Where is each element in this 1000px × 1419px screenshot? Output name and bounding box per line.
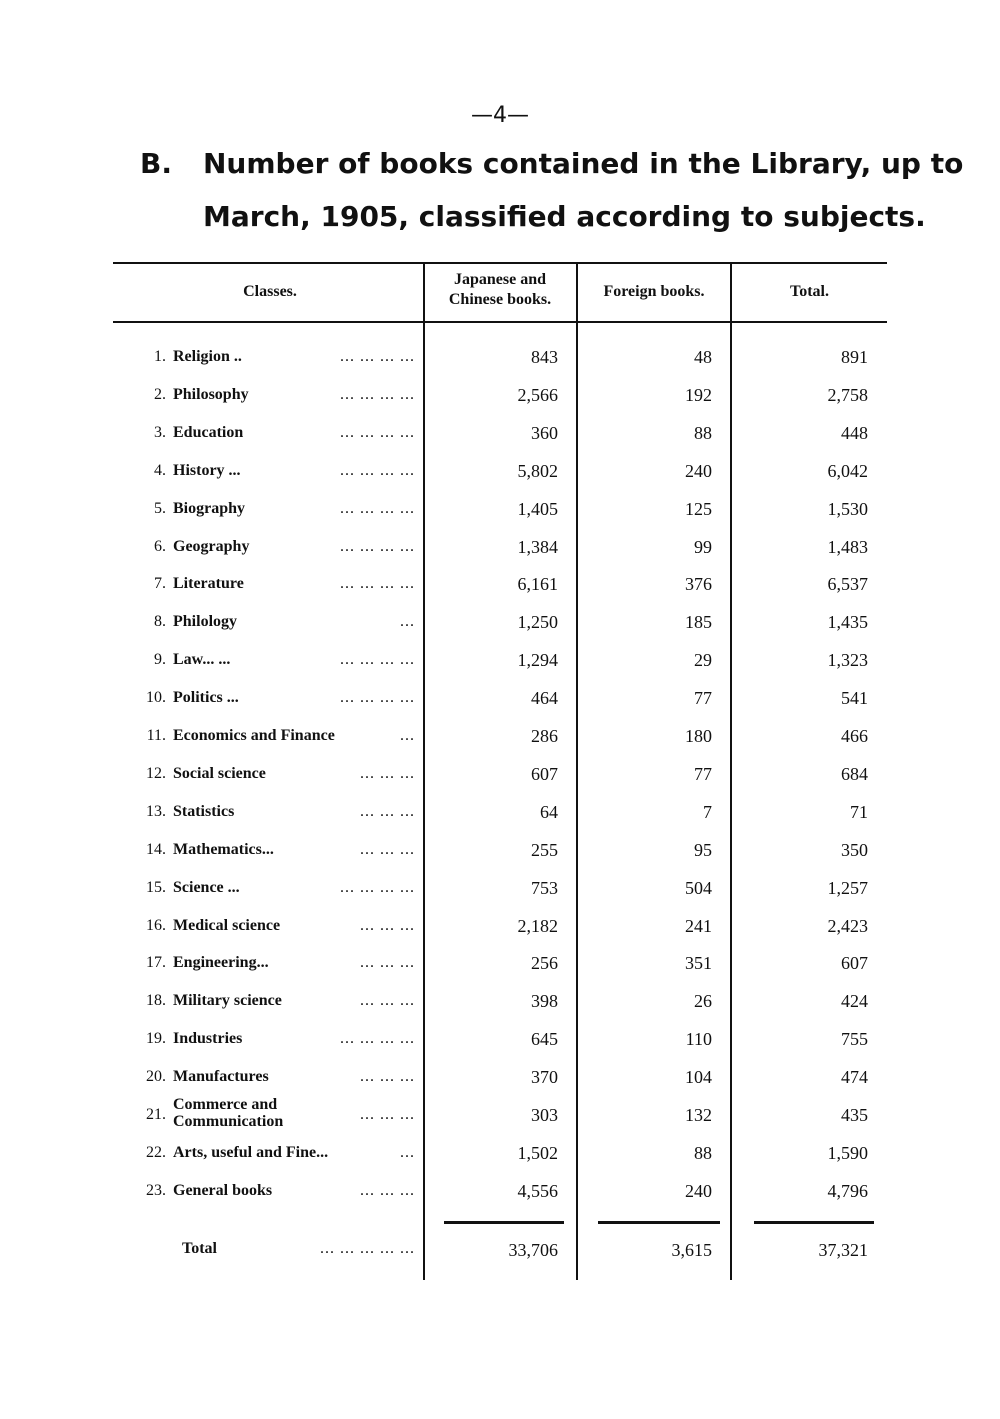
total-japanese-chinese: 33,706: [508, 1240, 558, 1260]
leader-dots: ... ... ... ...: [340, 575, 415, 593]
cell-total: 71: [850, 801, 868, 822]
row-label: Philosophy: [173, 385, 249, 403]
cell-foreign: 95: [694, 839, 712, 860]
cell-foreign: 29: [694, 650, 712, 671]
cell-total: 2,758: [827, 384, 868, 405]
row-label: Economics and Finance: [173, 727, 335, 744]
leader-dots: ... ... ...: [360, 840, 415, 858]
table-top-rule: [113, 262, 887, 264]
row-number: 17.: [146, 954, 166, 972]
row-number: 20.: [146, 1068, 166, 1086]
table-row: [0, 569, 1000, 599]
leader-dots: ... ... ...: [360, 1068, 415, 1086]
row-number: 21.: [146, 1106, 166, 1123]
row-label: Politics ...: [173, 689, 239, 707]
cell-foreign: 88: [694, 1142, 712, 1163]
leader-dots: ...: [400, 1143, 415, 1161]
table-row: [0, 1176, 1000, 1206]
leader-dots: ... ... ...: [360, 992, 415, 1010]
leader-dots: ... ... ...: [360, 1181, 415, 1199]
cell-foreign: 26: [694, 991, 712, 1012]
row-number: 10.: [146, 689, 166, 707]
cell-total: 435: [841, 1105, 868, 1125]
leader-dots: ... ... ... ...: [340, 423, 415, 441]
cell-foreign: 180: [685, 726, 712, 746]
row-number: 1.: [154, 348, 166, 365]
row-label: Medical science: [173, 916, 281, 934]
row-number: 4.: [154, 461, 166, 479]
cell-japanese-chinese: 2,566: [517, 384, 558, 405]
leader-dots: ... ... ... ...: [340, 651, 415, 669]
table-row: [0, 607, 1000, 637]
cell-total: 1,435: [827, 612, 868, 633]
cell-foreign: 7: [703, 801, 712, 822]
cell-japanese-chinese: 1,250: [517, 612, 558, 633]
cell-foreign: 88: [694, 422, 712, 443]
cell-japanese-chinese: 1,502: [517, 1142, 558, 1163]
cell-total: 2,423: [827, 915, 868, 936]
table-row: [0, 948, 1000, 978]
cell-foreign: 110: [685, 1029, 712, 1050]
row-number: 3.: [154, 423, 166, 441]
cell-foreign: 376: [685, 574, 712, 595]
table-row: [0, 1096, 1000, 1130]
cell-foreign: 240: [685, 460, 712, 481]
cell-total: 607: [841, 953, 868, 974]
header-bottom-rule: [113, 321, 887, 323]
row-label-line-2: Communication: [173, 1113, 284, 1130]
row-number: 7.: [154, 575, 166, 593]
cell-japanese-chinese: 255: [531, 839, 558, 860]
cell-japanese-chinese: 753: [531, 877, 558, 898]
leader-dots: ... ... ... ...: [340, 348, 415, 365]
cell-total: 755: [841, 1029, 868, 1050]
row-number: 18.: [146, 992, 166, 1010]
leader-dots: ... ... ... ...: [340, 499, 415, 517]
header-total: Total.: [790, 283, 829, 300]
cell-total: 541: [841, 688, 868, 709]
row-label: Manufactures: [173, 1068, 269, 1086]
cell-japanese-chinese: 64: [540, 801, 558, 822]
table-row: [0, 380, 1000, 410]
cell-total: 466: [841, 726, 868, 746]
sum-rule-jc: [444, 1221, 564, 1224]
row-label: Education: [173, 423, 244, 441]
header-classes: Classes.: [243, 283, 297, 300]
table-row: [0, 986, 1000, 1016]
table-row: [0, 873, 1000, 903]
table-row: [0, 418, 1000, 448]
sum-rule-foreign: [598, 1221, 720, 1224]
cell-total: 448: [841, 422, 868, 443]
row-label: Arts, useful and Fine...: [173, 1143, 329, 1161]
cell-foreign: 241: [685, 915, 712, 936]
cell-japanese-chinese: 843: [531, 347, 558, 367]
row-label: Engineering...: [173, 954, 269, 972]
cell-total: 684: [841, 763, 868, 784]
leader-dots: ... ... ...: [360, 764, 415, 782]
leader-dots: ...: [400, 727, 415, 744]
row-number: 8.: [154, 613, 166, 631]
cell-foreign: 132: [685, 1105, 712, 1125]
page-number: —4—: [471, 103, 529, 128]
cell-foreign: 104: [685, 1067, 712, 1088]
row-label: Literature: [173, 575, 244, 593]
leader-dots: ... ... ...: [360, 802, 415, 820]
cell-total: 424: [841, 991, 868, 1012]
row-number: 13.: [146, 802, 166, 820]
sum-rule-total: [754, 1221, 874, 1224]
row-label: Religion ..: [173, 348, 242, 365]
cell-foreign: 77: [694, 688, 712, 709]
row-label: Philology: [173, 613, 238, 631]
title-text-2: March, 1905, classified according to subjects.: [203, 200, 926, 233]
row-number: 5.: [154, 499, 166, 517]
cell-total: 350: [841, 839, 868, 860]
row-number: 2.: [154, 385, 166, 403]
leader-dots: ... ... ... ...: [340, 878, 415, 896]
row-label: Statistics: [173, 802, 235, 820]
total-leader-dots: ... ... ... ... ...: [320, 1240, 415, 1257]
cell-japanese-chinese: 286: [531, 726, 558, 746]
leader-dots: ... ... ...: [360, 916, 415, 934]
row-label: Military science: [173, 992, 282, 1010]
row-number: 6.: [154, 537, 166, 555]
cell-japanese-chinese: 5,802: [517, 460, 558, 481]
header-foreign: Foreign books.: [603, 283, 705, 300]
row-label: General books: [173, 1181, 273, 1199]
row-number: 16.: [146, 916, 166, 934]
cell-total: 1,257: [827, 877, 868, 898]
cell-japanese-chinese: 4,556: [517, 1180, 558, 1201]
cell-japanese-chinese: 303: [531, 1105, 558, 1125]
cell-japanese-chinese: 360: [531, 422, 558, 443]
leader-dots: ...: [400, 613, 415, 631]
cell-total: 1,590: [827, 1142, 868, 1163]
row-label: Science ...: [173, 878, 240, 896]
cell-japanese-chinese: 1,405: [517, 498, 558, 519]
table-row: [0, 645, 1000, 675]
cell-japanese-chinese: 2,182: [517, 915, 558, 936]
row-label: Law... ...: [173, 651, 231, 669]
row-label: Mathematics...: [173, 840, 274, 858]
table-row: [0, 835, 1000, 865]
row-label: Industries: [173, 1030, 243, 1048]
table-row: [0, 721, 1000, 751]
row-label: Geography: [173, 537, 250, 555]
table-row: [0, 911, 1000, 941]
table-row: [0, 1138, 1000, 1168]
cell-foreign: 351: [685, 953, 712, 974]
header-japanese-chinese: [425, 270, 575, 310]
cell-total: 474: [841, 1067, 868, 1088]
header-jc-line-1: Japanese and: [453, 271, 547, 288]
cell-foreign: 77: [694, 763, 712, 784]
table-row: [0, 342, 1000, 372]
section-letter: B.: [140, 147, 172, 180]
cell-total: 891: [841, 347, 868, 367]
row-number: 12.: [146, 764, 166, 782]
cell-total: 1,483: [827, 536, 868, 557]
row-label: Biography: [173, 499, 246, 517]
leader-dots: ... ... ...: [360, 954, 415, 972]
leader-dots: ... ... ... ...: [340, 385, 415, 403]
row-label-line-1: Commerce and: [173, 1096, 278, 1113]
table-row: [0, 532, 1000, 562]
table-row: [0, 1062, 1000, 1092]
table-row: [0, 759, 1000, 789]
leader-dots: ... ... ... ...: [340, 1030, 415, 1048]
row-label: [173, 1096, 283, 1130]
row-number: 15.: [146, 878, 166, 896]
cell-japanese-chinese: 1,384: [517, 536, 558, 557]
cell-foreign: 125: [685, 498, 712, 519]
row-number: 23.: [146, 1181, 166, 1199]
cell-foreign: 504: [685, 877, 712, 898]
row-number: 14.: [146, 840, 166, 858]
cell-japanese-chinese: 645: [531, 1029, 558, 1050]
cell-total: 6,537: [827, 574, 868, 595]
leader-dots: ... ... ... ...: [340, 689, 415, 707]
title-text-1: Number of books contained in the Library, up to: [203, 147, 964, 180]
cell-total: 6,042: [827, 460, 868, 481]
cell-japanese-chinese: 398: [531, 991, 558, 1012]
leader-dots: ... ... ... ...: [340, 537, 415, 555]
cell-foreign: 185: [685, 612, 712, 633]
header-jc-line-2: Chinese books.: [448, 291, 552, 308]
table-row: [0, 797, 1000, 827]
cell-japanese-chinese: 607: [531, 763, 558, 784]
cell-japanese-chinese: 1,294: [517, 650, 558, 671]
cell-foreign: 99: [694, 536, 712, 557]
row-number: 19.: [146, 1030, 166, 1048]
table-row: [0, 683, 1000, 713]
cell-japanese-chinese: 6,161: [517, 574, 558, 595]
cell-total: 1,530: [827, 498, 868, 519]
cell-japanese-chinese: 370: [531, 1067, 558, 1088]
row-label: History ...: [173, 461, 241, 479]
total-label: Total: [182, 1240, 217, 1257]
cell-japanese-chinese: 464: [531, 688, 558, 709]
cell-foreign: 240: [685, 1180, 712, 1201]
row-label: Social science: [173, 764, 266, 782]
total-foreign: 3,615: [671, 1240, 712, 1260]
cell-total: 1,323: [827, 650, 868, 671]
table-row: [0, 1024, 1000, 1054]
total-grand: 37,321: [818, 1240, 868, 1260]
row-number: 22.: [146, 1143, 166, 1161]
row-number: 9.: [154, 651, 166, 669]
cell-foreign: 48: [694, 347, 712, 367]
cell-foreign: 192: [685, 384, 712, 405]
row-number: 11.: [146, 727, 166, 744]
leader-dots: ... ... ... ...: [340, 461, 415, 479]
leader-dots: ... ... ...: [360, 1106, 415, 1123]
table-row: [0, 456, 1000, 486]
cell-total: 4,796: [827, 1180, 868, 1201]
cell-japanese-chinese: 256: [531, 953, 558, 974]
table-row: [0, 494, 1000, 524]
